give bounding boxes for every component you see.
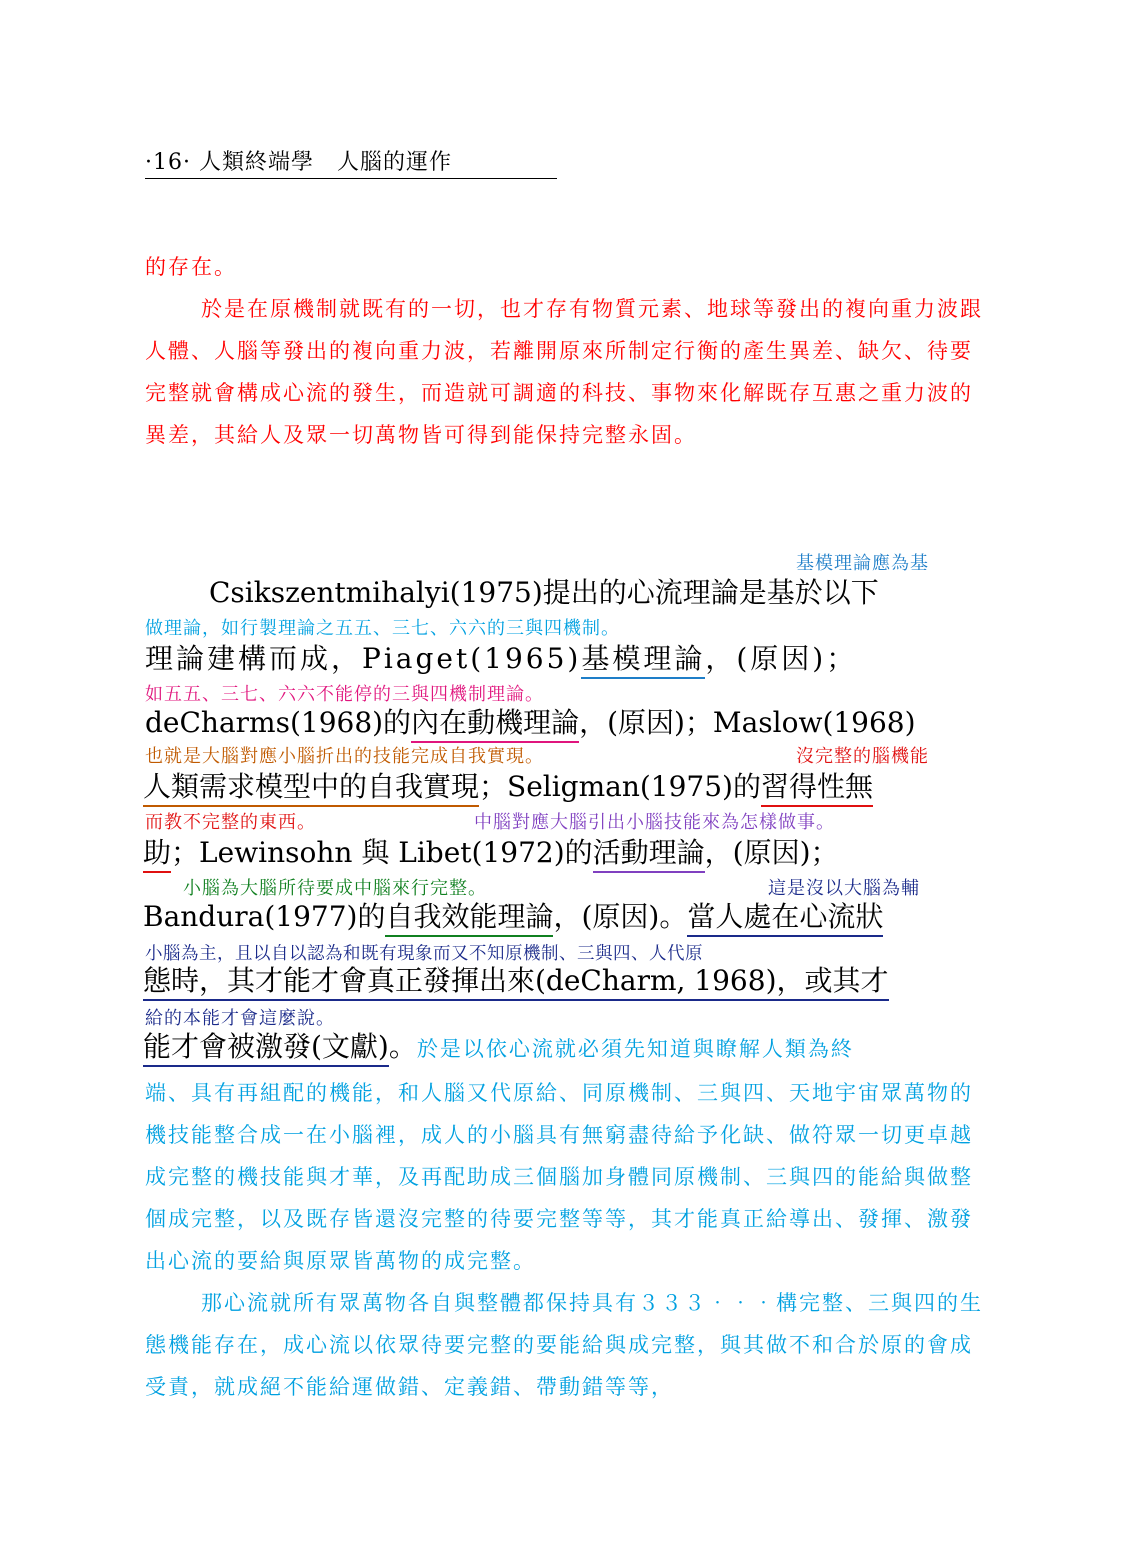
- underlined-term-schema-theory: 基模理論: [581, 642, 705, 679]
- blue-paragraph-2: 那心流就所有眾萬物各自與整體都保持具有３３３‧‧‧構完整、三與四的生態機能存在，成心流以依眾待要完整的要能給與成完整，與其做不和合於原的會成受責，就成絕不能給運做錯、定義錯、帶動錯等等，: [145, 1291, 983, 1399]
- red-paragraph: 於是在原機制就既有的一切，也才存有物質元素、地球等發出的複向重力波跟人體、人腦等發出的複向重力波，若離開原來所制定行衡的產生異差、缺欠、待要完整就會構成心流的發生，而造就可調適的科技、事物來化解既存互惠之重力波的異差，其給人及眾一切萬物皆可得到能保持完整永固。: [145, 297, 983, 447]
- main-line-2: [145, 642, 857, 676]
- blue-paragraph-1: 端、具有再組配的機能，和人腦又代原給、同原機制、三與四、天地宇宙眾萬物的機技能整合成一在小腦裡，成人的小腦具有無窮盡待給予化缺、做符眾一切更卓越成完整的機技能與才華，及再配助成三個腦加身體同原機制、三與四的能給與做整個成完整，以及既存皆還沒完整的待要完整等等，其才能真正給導出、發揮、激發出心流的要給與原眾皆萬物的成完整。: [145, 1081, 973, 1273]
- text: Bandura(1977)的: [143, 900, 386, 933]
- main-line-5: [143, 836, 839, 870]
- running-title: ·16· 人類終端學 人腦的運作: [145, 150, 452, 175]
- underlined-term-activity-theory: 活動理論: [593, 836, 705, 873]
- underlined-term-helplessness-end: 助: [143, 836, 171, 873]
- red-commentary: [145, 246, 987, 456]
- red-line-existence: 的存在。: [145, 255, 237, 279]
- text: ，(原因)。: [553, 900, 688, 933]
- text: ，(原因)；Maslow(1968): [579, 706, 916, 739]
- annotation-6: 而教不完整的東西。: [145, 812, 316, 833]
- annotation-2: 做理論，如行製理論之五五、三七、六六的三與四機制。: [145, 618, 620, 639]
- text: 。: [388, 1030, 417, 1063]
- annotation-7: 中腦對應大腦引出小腦技能來為怎樣做事。: [474, 812, 835, 833]
- annotation-10: 小腦為主，且以自以認為和既有現象而又不知原機制、三與四、人代原: [145, 944, 703, 964]
- main-line-4: [143, 770, 873, 804]
- underlined-term-learned-helplessness: 習得性無: [761, 770, 873, 807]
- underlined-phrase-flow-state: 當人處在心流狀: [687, 900, 883, 937]
- main-line-8: [143, 1030, 854, 1066]
- text: deCharms(1968)的: [145, 706, 412, 739]
- blue-inline-start: 於是以依心流就必須先知道與瞭解人類為終: [416, 1037, 854, 1061]
- main-line-3: [145, 706, 916, 740]
- annotation-5: 沒完整的腦機能: [796, 746, 929, 767]
- underlined-term-intrinsic-motivation: 內在動機理論: [411, 706, 579, 743]
- page-header: [145, 148, 557, 179]
- blue-commentary: [145, 1072, 987, 1408]
- annotation-4: 也就是大腦對應小腦折出的技能完成自我實現。: [145, 746, 544, 767]
- annotation-1: 基模理論應為基: [796, 553, 929, 574]
- main-line-7: 態時，其才能才會真正發揮出來(deCharm, 1968)，或其才: [143, 964, 889, 1001]
- underlined-term-self-efficacy: 自我效能理論: [385, 900, 553, 937]
- annotation-9: 這是沒以大腦為輔: [768, 878, 920, 899]
- annotation-3: 如五五、三七、六六不能停的三與四機制理論。: [145, 684, 544, 705]
- annotation-8: 小腦為大腦所待要成中腦來行完整。: [183, 878, 487, 899]
- text: ；Seligman(1975)的: [479, 770, 761, 803]
- text: 理論建構而成，Piaget(1965): [145, 642, 582, 675]
- main-line-6: [143, 900, 883, 934]
- text: ，(原因)；: [704, 836, 839, 869]
- text: ，(原因)；: [705, 642, 858, 675]
- text: ；Lewinsohn 與 Libet(1972)的: [171, 836, 593, 869]
- main-line-1: Csikszentmihalyi(1975)提出的心流理論是基於以下: [209, 576, 879, 609]
- underlined-phrase-stimulated: 能才會被激發(文獻): [143, 1030, 389, 1067]
- annotation-11: 給的本能才會這麼說。: [145, 1008, 335, 1029]
- underlined-term-self-actualization: 人類需求模型中的自我實現: [143, 770, 479, 807]
